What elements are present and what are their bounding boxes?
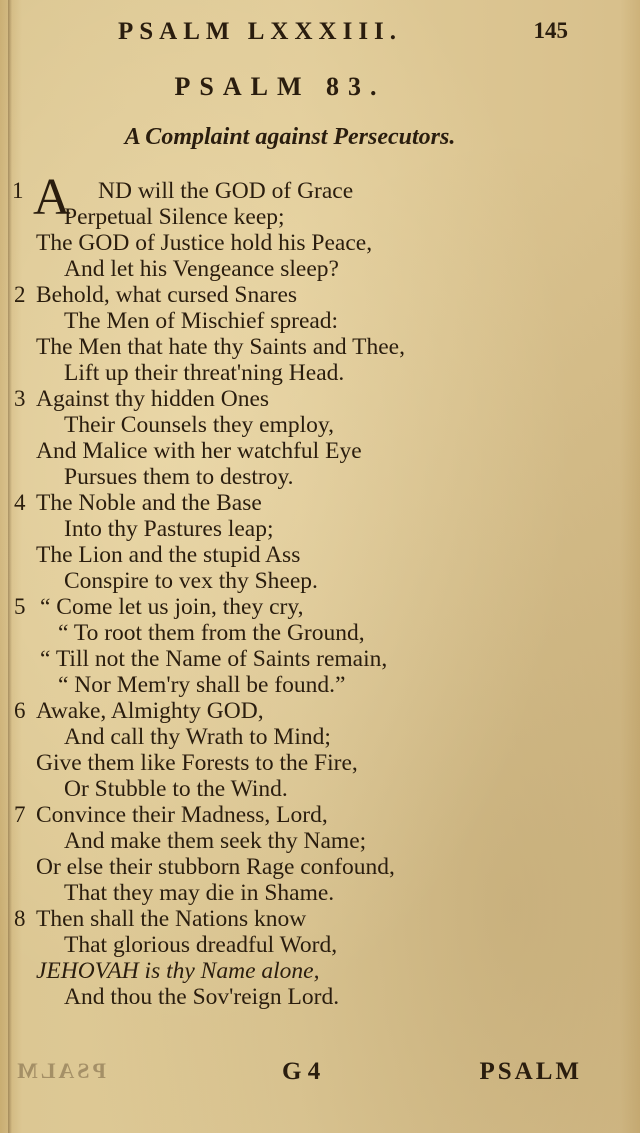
verse-line: Give them like Forests to the Fire,	[36, 750, 358, 776]
verse-line: And Malice with her watchful Eye	[36, 438, 362, 464]
verse-line: The GOD of Justice hold his Peace,	[36, 230, 373, 256]
verse-line: Behold, what cursed Snares	[36, 282, 298, 308]
verse-number: 6	[14, 698, 26, 723]
catchword: PSALM	[479, 1058, 582, 1085]
verse-line: And call thy Wrath to Mind;	[64, 724, 331, 750]
verse-line: And thou the Sov'reign Lord.	[64, 984, 340, 1010]
verse-line: “ Come let us join, they cry,	[40, 594, 304, 620]
signature-mark: G 4	[282, 1058, 321, 1085]
verse-number: 2	[14, 282, 26, 307]
verse-line: Against thy hidden Ones	[36, 386, 270, 412]
verse-number: 4	[14, 490, 26, 515]
verse-line: Or else their stubborn Rage confound,	[36, 854, 395, 880]
running-head: PSALM LXXXIII.	[118, 18, 403, 45]
verse-line: “ To root them from the Ground,	[58, 620, 365, 646]
psalm-title: PSALM 83.	[174, 72, 386, 101]
verse-line: Perpetual Silence keep;	[64, 204, 285, 230]
verse-line: That glorious dreadful Word,	[64, 932, 338, 958]
page-gutter-shadow	[8, 0, 12, 1133]
verse-line: “ Till not the Name of Saints remain,	[40, 646, 388, 672]
verse-number: 7	[14, 802, 26, 827]
verse-line: The Lion and the stupid Ass	[36, 542, 301, 568]
verse-line: Pursues them to destroy.	[64, 464, 294, 490]
verse-number: 5	[14, 594, 26, 619]
bleed-through-text: PSALM	[14, 1058, 106, 1083]
page-number: 145	[533, 18, 568, 43]
verse-number: 1	[12, 178, 24, 203]
verse-line: And make them seek thy Name;	[64, 828, 367, 854]
verse-number: 8	[14, 906, 26, 931]
verse-line: Convince their Madness, Lord,	[36, 802, 328, 828]
verse-line: The Men that hate thy Saints and Thee,	[36, 334, 405, 360]
drop-cap: A	[33, 169, 71, 226]
verse-line: ND will the GOD of Grace	[98, 178, 354, 204]
verse-line: Their Counsels they employ,	[64, 412, 334, 438]
verse-line: “ Nor Mem'ry shall be found.”	[58, 672, 346, 698]
verse-line: JEHOVAH is thy Name alone,	[36, 958, 320, 984]
verse-line: Then shall the Nations know	[36, 906, 307, 932]
verse-line: The Men of Mischief spread:	[64, 308, 339, 334]
verse-line: The Noble and the Base	[36, 490, 262, 516]
verse-line: That they may die in Shame.	[64, 880, 335, 906]
psalm-subtitle: A Complaint against Persecutors.	[124, 124, 456, 150]
verse-line: And let his Vengeance sleep?	[64, 256, 339, 282]
verse-line: Lift up their threat'ning Head.	[64, 360, 345, 386]
verse-line: Conspire to vex thy Sheep.	[64, 568, 318, 594]
verse-number: 3	[14, 386, 26, 411]
verse-line: Awake, Almighty GOD,	[36, 698, 264, 724]
verse-line: Into thy Pastures leap;	[64, 516, 274, 542]
verse-line: Or Stubble to the Wind.	[64, 776, 288, 802]
